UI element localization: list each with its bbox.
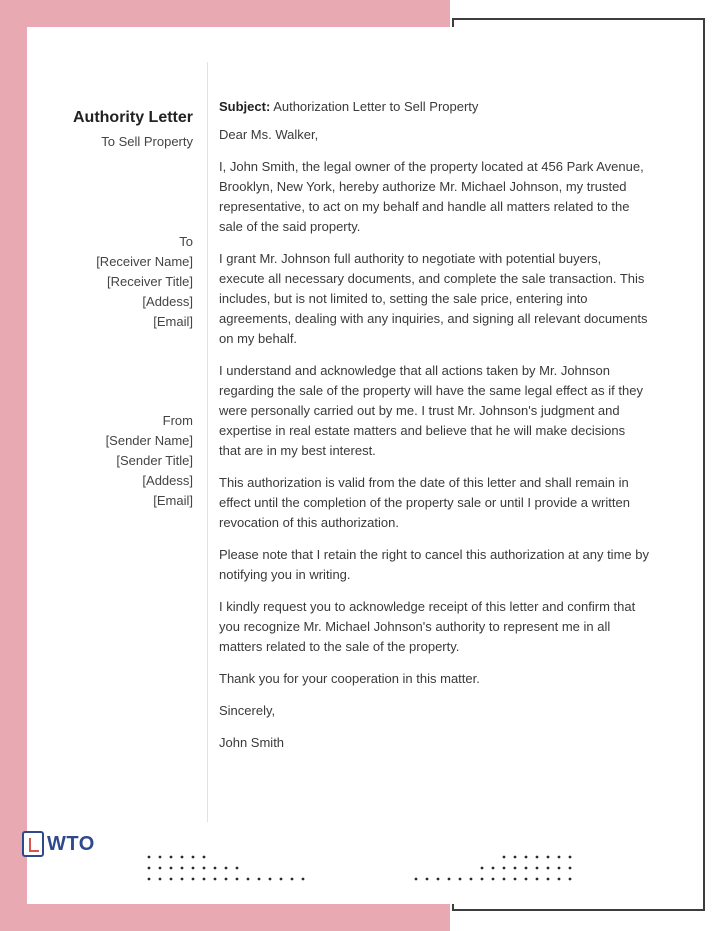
receiver-address: [Addess] xyxy=(142,294,193,309)
subject-line xyxy=(219,97,649,117)
paragraph-acknowledgement: I understand and acknowledge that all actions taken by Mr. Johnson regarding the sale of the property will have the same legal effect as if they were personally carried out by me. I trust Mr. Johnson's judgment and expertise in real estate matters and believe that he will make decisions that are in my best interest. xyxy=(219,363,643,458)
paragraph-validity: This authorization is valid from the date of this letter and shall remain in effect until the completion of the property sale or until I provide a written revocation of this authorization. xyxy=(219,475,630,530)
logo-text: WTO xyxy=(47,832,95,855)
document-subtitle: To Sell Property xyxy=(101,134,193,149)
sender-email: [Email] xyxy=(153,493,193,508)
from-label: From xyxy=(162,413,193,428)
paragraph-revocation: Please note that I retain the right to cancel this authorization at any time by notifying you in writing. xyxy=(219,547,649,582)
subject-label: Subject: xyxy=(219,99,271,114)
decorative-dots-left xyxy=(145,853,315,885)
wto-logo xyxy=(22,829,95,859)
receiver-title: [Receiver Title] xyxy=(107,274,193,289)
document-title: Authority Letter xyxy=(73,109,193,126)
signature-name: John Smith xyxy=(219,735,285,750)
sender-title: [Sender Title] xyxy=(116,453,193,468)
greeting: Dear Ms. Walker, xyxy=(219,127,319,142)
paragraph-ownership: I, John Smith, the legal owner of the property located at 456 Park Avenue, Brooklyn, New York, hereby authorize Mr. Michael Johnson, my trusted representative, to act on my behalf and handle all matters related to the sale of the said property. xyxy=(219,159,644,234)
paragraph-request: I kindly request you to acknowledge receipt of this letter and confirm that you recognize Mr. Michael Johnson's authority to represent me in all matters related to the sale of the property. xyxy=(219,599,636,654)
subject-text: Authorization Letter to Sell Property xyxy=(270,99,479,114)
closing: Sincerely, xyxy=(219,703,276,718)
decorative-dots-right xyxy=(412,853,582,885)
column-divider xyxy=(207,62,208,822)
sender-name: [Sender Name] xyxy=(105,433,193,448)
paragraph-thanks: Thank you for your cooperation in this matter. xyxy=(219,671,480,686)
receiver-email: [Email] xyxy=(153,314,193,329)
sender-block xyxy=(27,411,193,511)
recipient-block xyxy=(27,232,193,332)
paragraph-authority: I grant Mr. Johnson full authority to negotiate with potential buyers, execute all necessary documents, and complete the sale transaction. This includes, but is not limited to, setting the sale price, entering into agreements, dealing with any inquiries, and signing all relevant documents on my behalf. xyxy=(219,251,648,346)
document-icon xyxy=(22,831,44,857)
letter-body xyxy=(219,97,649,765)
receiver-name: [Receiver Name] xyxy=(96,254,193,269)
sender-address: [Addess] xyxy=(142,473,193,488)
to-label: To xyxy=(179,234,193,249)
letter-page xyxy=(27,27,687,904)
